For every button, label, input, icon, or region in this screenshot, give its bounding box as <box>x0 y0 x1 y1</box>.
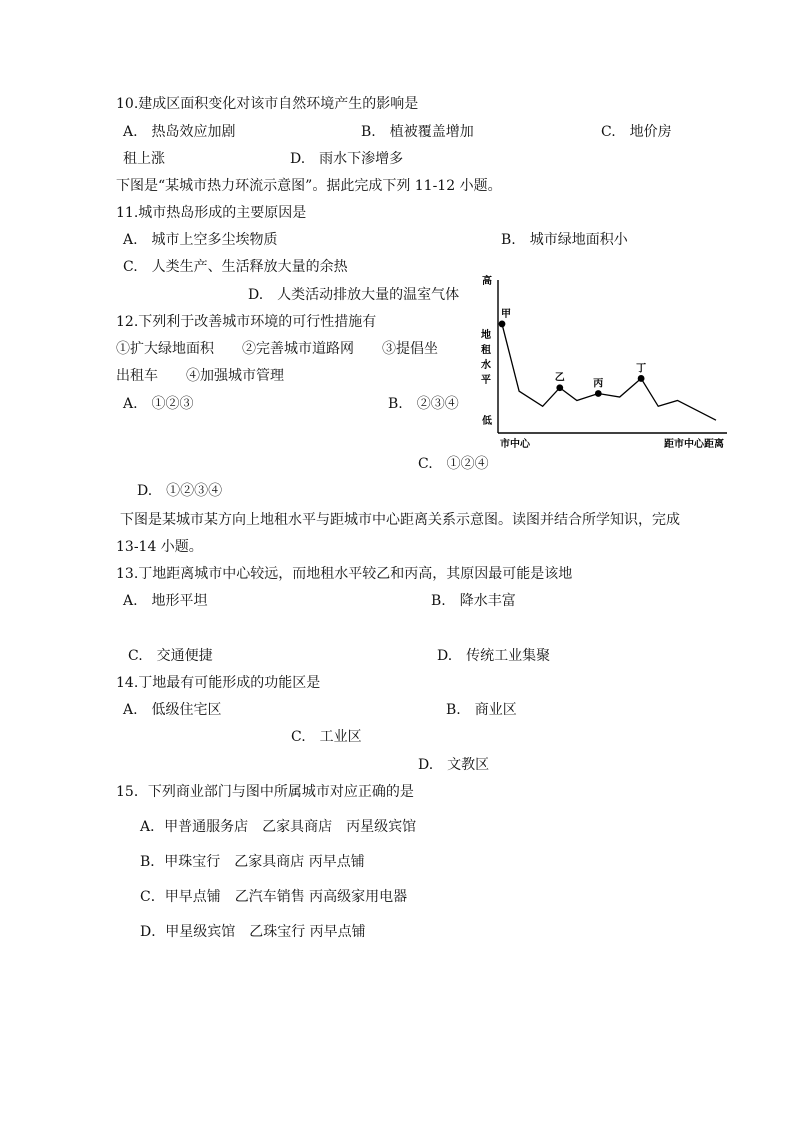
land-rent-chart <box>472 272 734 452</box>
q10-option-c: C. 地价房 <box>601 124 672 140</box>
q10-stem: 10.建成区面积变化对该市自然环境产生的影响是 <box>116 96 419 112</box>
q11-option-a: A. 城市上空多尘埃物质 <box>123 232 278 248</box>
q14-option-b: B. 商业区 <box>446 702 517 718</box>
q14-option-c: C. 工业区 <box>291 729 362 745</box>
q15-option-a: A．甲普通服务店 乙家具商店 丙星级宾馆 <box>140 819 417 835</box>
chart-ylabel-char-4: 平 <box>481 375 491 386</box>
q12-items-line2: 出租车 ④加强城市管理 <box>116 368 284 384</box>
chart-xlabel-right: 距市中心距离 <box>664 439 724 450</box>
q14-option-a: A. 低级住宅区 <box>123 702 222 718</box>
q13-option-c: C. 交通便捷 <box>128 648 213 664</box>
q10-option-d: D. 雨水下渗增多 <box>290 151 404 167</box>
chart-xlabel-left: 市中心 <box>500 439 530 450</box>
chart-point-label-4: 丁 <box>636 363 647 375</box>
chart-ylabel <box>481 328 492 386</box>
q12-stem: 12.下列利于改善城市环境的可行性措施有 <box>116 314 377 330</box>
q12-option-b: B. ②③④ <box>388 396 459 412</box>
q15-stem: 15．下列商业部门与图中所属城市对应正确的是 <box>116 784 414 800</box>
q11-option-d: D. 人类活动排放大量的温室气体 <box>248 287 460 303</box>
chart-point-3 <box>595 390 602 397</box>
q10-option-c-continued: 租上涨 <box>123 151 165 167</box>
q15-option-b: B．甲珠宝行 乙家具商店 丙早点铺 <box>140 854 365 870</box>
q13-stem: 13.丁地距离城市中心较远，而地租水平较乙和丙高，其原因最可能是该地 <box>116 566 573 582</box>
q14-option-d: D. 文教区 <box>418 757 490 773</box>
q13-option-b: B. 降水丰富 <box>431 593 516 609</box>
q15-option-c: C．甲早点铺 乙汽车销售 丙高级家用电器 <box>140 889 408 905</box>
chart-point-label-1: 甲 <box>501 308 511 320</box>
chart-ylabel-char-3: 水 <box>481 360 491 371</box>
intro-13-14-line1: 下图是某城市某方向上地租水平与距城市中心距离关系示意图。读图并结合所学知识，完成 <box>120 512 680 528</box>
q12-option-d: D. ①②③④ <box>137 483 223 499</box>
intro-11-12: 下图是“某城市热力环流示意图”。据此完成下列 11-12 小题。 <box>116 178 502 194</box>
chart-point-4 <box>638 375 645 382</box>
q11-option-b: B. 城市绿地面积小 <box>501 232 628 248</box>
q11-stem: 11.城市热岛形成的主要原因是 <box>116 205 307 221</box>
chart-ylabel-char-2: 租 <box>481 345 491 356</box>
q13-option-d: D. 传统工业集聚 <box>437 648 551 664</box>
intro-13-14-line2: 13-14 小题。 <box>116 539 203 555</box>
q14-stem: 14.丁地最有可能形成的功能区是 <box>116 675 321 691</box>
q10-option-b: B. 植被覆盖增加 <box>361 124 474 140</box>
q13-option-a: A. 地形平坦 <box>123 593 208 609</box>
q15-option-d: D．甲星级宾馆 乙珠宝行 丙早点铺 <box>140 924 366 940</box>
q12-items-line1: ①扩大绿地面积 ②完善城市道路网 ③提倡坐 <box>116 341 438 357</box>
chart-point-label-2: 乙 <box>554 372 565 384</box>
chart-y-top-label: 高 <box>482 276 492 287</box>
q12-option-c: C. ①②④ <box>418 456 489 472</box>
q12-option-a: A. ①②③ <box>123 396 194 412</box>
chart-y-bottom-label: 低 <box>482 416 492 427</box>
chart-rent-line <box>502 324 716 420</box>
chart-ylabel-char-1: 地 <box>481 330 491 341</box>
chart-point-label-3: 丙 <box>593 378 604 390</box>
chart-point-2 <box>556 384 563 391</box>
q11-option-c: C. 人类生产、生活释放大量的余热 <box>123 259 348 275</box>
chart-point-1 <box>499 321 506 328</box>
q10-option-a: A. 热岛效应加剧 <box>123 124 236 140</box>
